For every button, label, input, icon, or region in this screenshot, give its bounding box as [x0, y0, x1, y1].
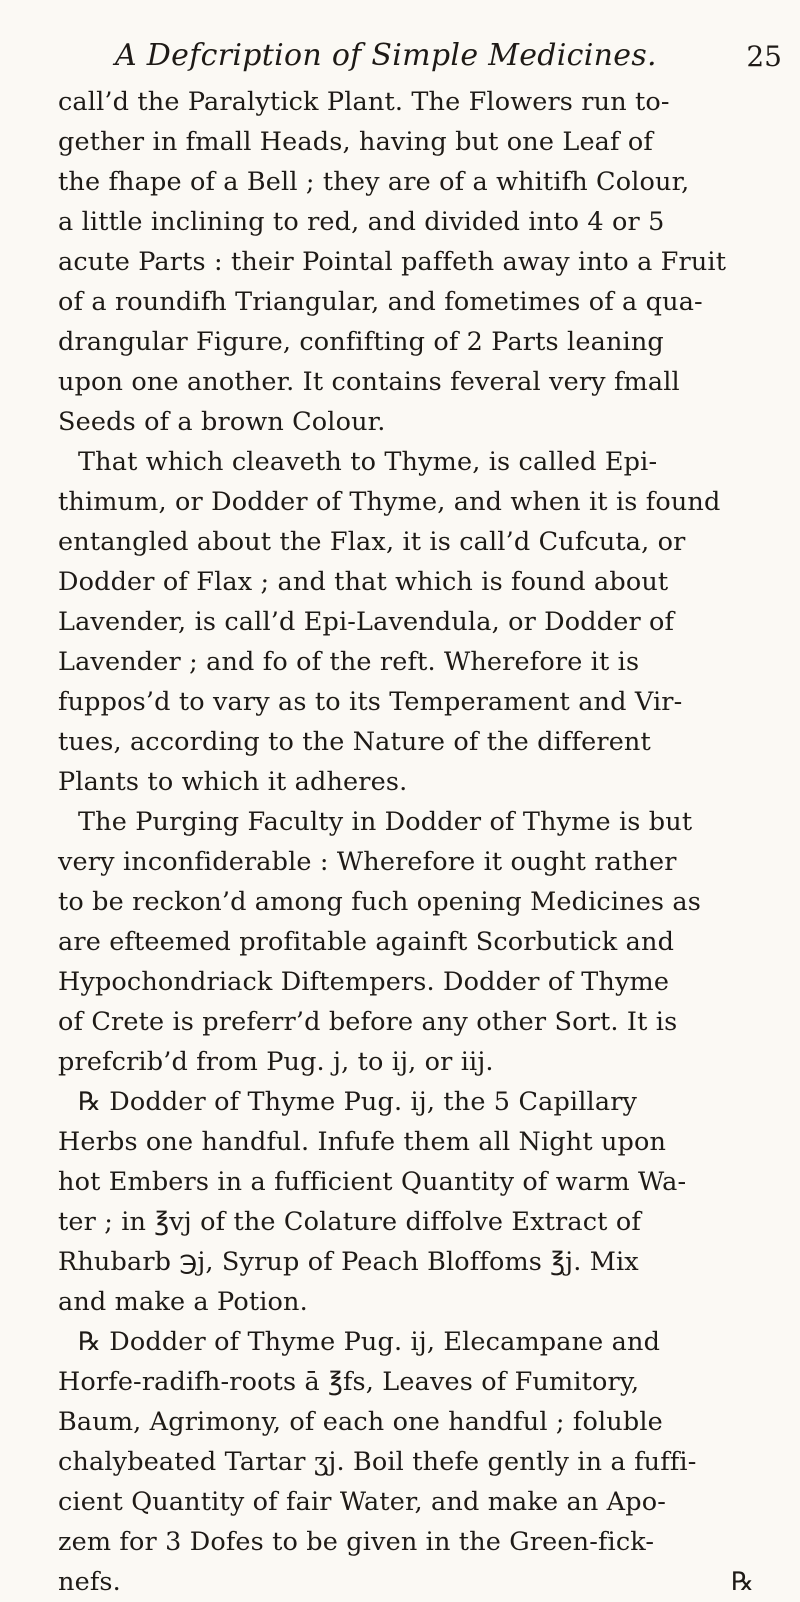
text-line: to be reckon’d among fuch opening Medicines as: [58, 887, 702, 917]
running-title: A Defcription of Simple Medicines.: [115, 38, 657, 73]
text-line: ℞ Dodder of Thyme Pug. ij, Elecampane and: [78, 1327, 661, 1357]
page-header: [70, 20, 782, 80]
text-line: are efteemed profitable againft Scorbutick and: [58, 927, 675, 957]
text-line: Horfe-radifh-roots ā ℥fs, Leaves of Fumitory,: [58, 1367, 640, 1397]
text-line: call’d the Paralytick Plant. The Flowers run to-: [58, 87, 670, 117]
text-line: That which cleaveth to Thyme, is called Epi-: [78, 447, 658, 477]
text-line: a little inclining to red, and divided into 4 or 5: [58, 207, 665, 237]
text-line: ter ; in ℥vj of the Colature diffolve Extract of: [58, 1207, 641, 1237]
text-line: Lavender ; and fo of the reft. Wherefore it is: [58, 647, 640, 677]
text-line: upon one another. It contains feveral very fmall: [58, 367, 680, 397]
text-line: prefcrib’d from Pug. j, to ij, or iij.: [58, 1047, 494, 1077]
text-line: thimum, or Dodder of Thyme, and when it is found: [58, 487, 721, 517]
text-line: very inconfiderable : Wherefore it ought rather: [58, 847, 677, 877]
text-line: tues, according to the Nature of the different: [58, 727, 651, 757]
text-line: of Crete is preferr’d before any other Sort. It is: [58, 1007, 678, 1037]
text-line: chalybeated Tartar ʒj. Boil thefe gently in a fuffi-: [58, 1447, 697, 1477]
text-line-content: nefs.: [58, 1567, 121, 1597]
text-line: cient Quantity of fair Water, and make an Apo-: [58, 1487, 666, 1517]
text-line: Dodder of Flax ; and that which is found about: [58, 567, 669, 597]
text-line: hot Embers in a fufficient Quantity of warm Wa-: [58, 1167, 687, 1197]
text-line: and make a Potion.: [58, 1287, 308, 1317]
text-line: acute Parts : their Pointal paffeth away into a Fruit: [58, 247, 727, 277]
text-line: [58, 1562, 758, 1602]
text-line: Lavender, is call’d Epi-Lavendula, or Dodder of: [58, 607, 675, 637]
text-line: The Purging Faculty in Dodder of Thyme is but: [78, 807, 693, 837]
text-line: Rhubarb ℈j, Syrup of Peach Bloffoms ℥j. Mix: [58, 1247, 639, 1277]
text-line: Hypochondriack Diftempers. Dodder of Thyme: [58, 967, 670, 997]
text-line: Herbs one handful. Infufe them all Night upon: [58, 1127, 667, 1157]
catchword: ℞: [730, 1567, 754, 1597]
body-text: [58, 82, 758, 1602]
text-line: Seeds of a brown Colour.: [58, 407, 386, 437]
text-line: drangular Figure, confifting of 2 Parts leaning: [58, 327, 664, 357]
text-line: of a roundifh Triangular, and fometimes of a qua-: [58, 287, 703, 317]
text-line: fuppos’d to vary as to its Temperament and Vir-: [58, 687, 683, 717]
text-line: ℞ Dodder of Thyme Pug. ij, the 5 Capillary: [78, 1087, 638, 1117]
text-line: gether in fmall Heads, having but one Leaf of: [58, 127, 653, 157]
page-number: 25: [746, 40, 782, 73]
text-line: entangled about the Flax, it is call’d Cufcuta, or: [58, 527, 686, 557]
text-line: the fhape of a Bell ; they are of a whitifh Colour,: [58, 167, 690, 197]
text-line: Baum, Agrimony, of each one handful ; foluble: [58, 1407, 663, 1437]
text-line: zem for 3 Dofes to be given in the Green-fick-: [58, 1527, 655, 1557]
text-line: Plants to which it adheres.: [58, 767, 408, 797]
